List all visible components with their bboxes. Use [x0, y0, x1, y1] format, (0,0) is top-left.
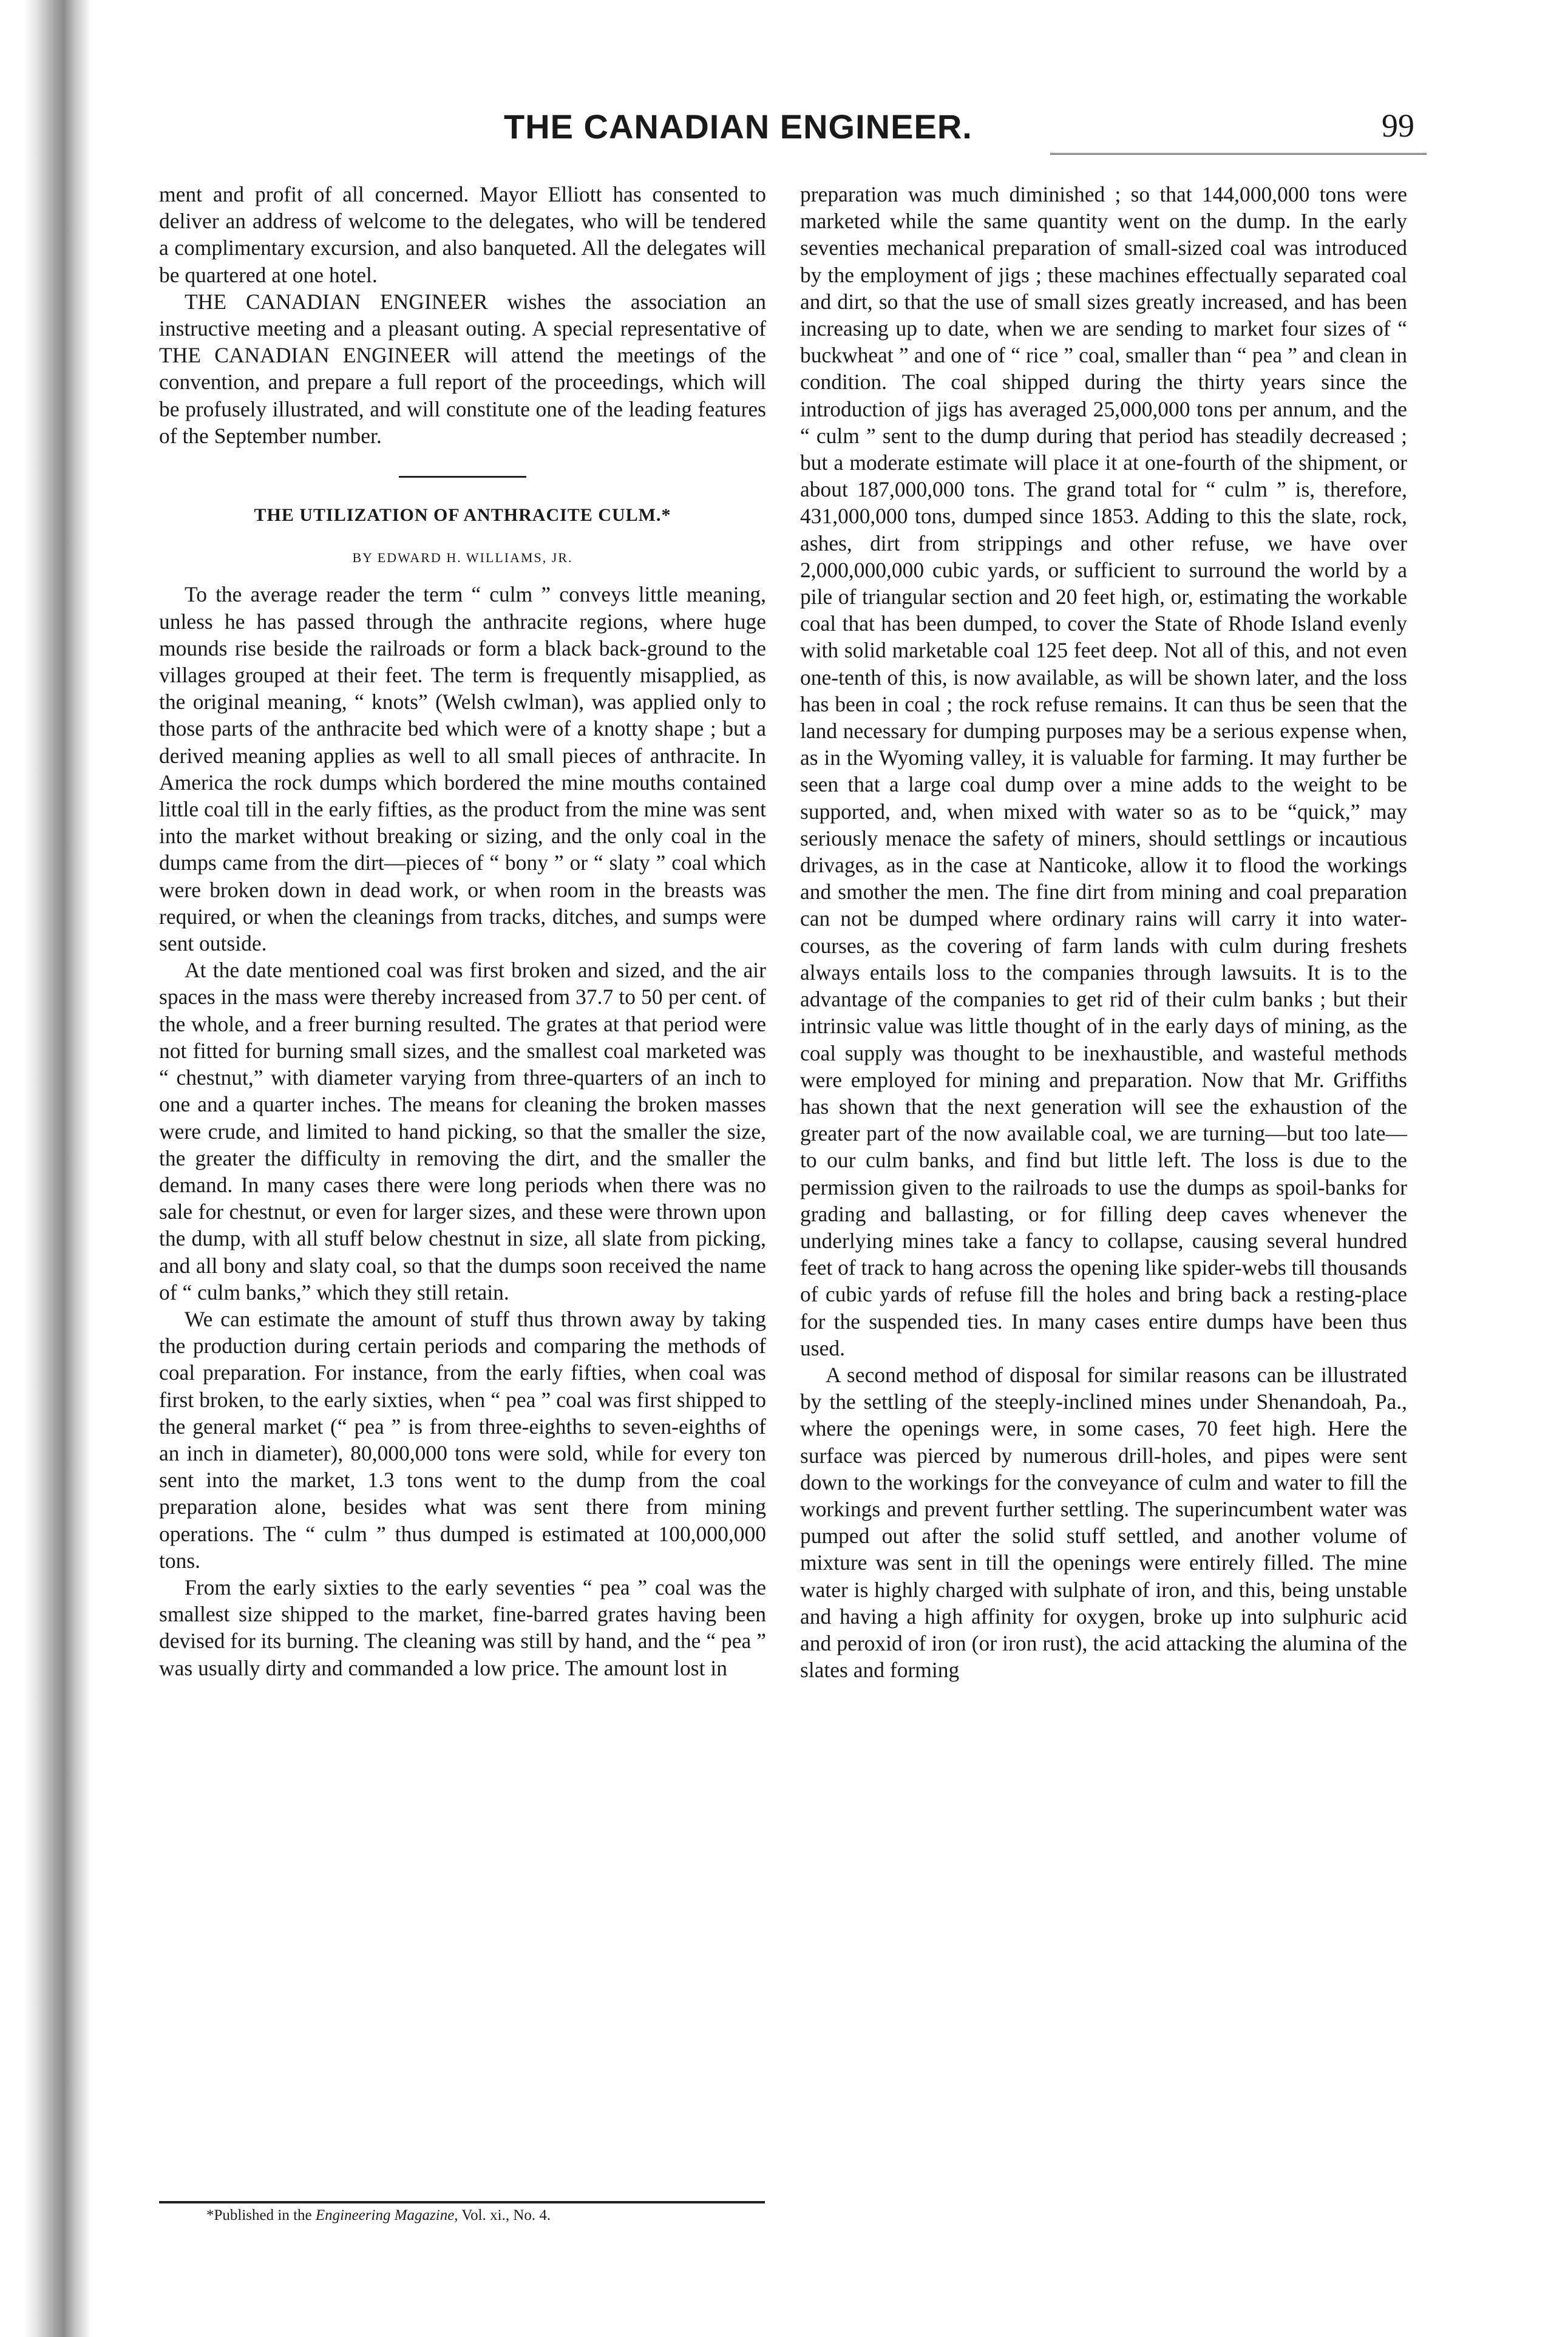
article-byline: BY EDWARD H. WILLIAMS, JR.	[352, 550, 573, 566]
footnote-suffix: , Vol. xi., No. 4.	[454, 2207, 551, 2223]
article-paragraph: We can estimate the amount of stuff thus thrown away by taking the production during certain periods and comparing the methods of coal preparation. For instance, from the early fifties, when coal was first broken, to the early sixties, when “ pea ” coal was first shipped to the general market (“ pea ” is from three-eighths to seven-eighths of an inch in diameter), 80,000,000 tons were sold, while for every ton sent into the market, 1.3 tons went to the dump from the coal preparation alone, besides what was sent there from mining operations. The “ culm ” thus dumped is estimated at 100,000,000 tons.	[159, 1306, 766, 1573]
page-header	[152, 107, 1433, 149]
intro-paragraph: ment and profit of all concerned. Mayor Elliott has consented to deliver an address of welcome to the delegates, who will be tendered a complimentary excursion, and also banqueted. All the delegates will be quartered at one hotel.	[159, 182, 766, 287]
right-column	[800, 181, 1407, 1683]
footnote-prefix: *Published in the	[206, 2207, 316, 2223]
left-column	[159, 181, 766, 1681]
footnote	[206, 2207, 551, 2224]
article-paragraph: To the average reader the term “ culm ” conveys little meaning, unless he has passed through the anthracite regions, where huge mounds rise beside the railroads or form a black back-ground to the villages grouped at their feet. The term is frequently misapplied, as the original meaning, “ knots” (Welsh cwlman), was applied only to those parts of the anthracite bed which were of a knotty shape ; but a derived meaning applies as well to all small pieces of anthracite. In America the rock dumps which bordered the mine mouths contained little coal till in the early fifties, as the product from the mine was sent into the market without breaking or sizing, and the only coal in the dumps came from the dirt—pieces of “ bony ” or “ slaty ” coal which were broken down in dead work, or when room in the breasts was required, or when the cleanings from tracks, ditches, and sumps were sent outside.	[159, 582, 766, 956]
footnote-rule	[159, 2201, 765, 2203]
intro-paragraph: THE CANADIAN ENGINEER wishes the association an instructive meeting and a pleasant outing. A special representative of THE CANADIAN ENGINEER will attend the meetings of the convention, and prepare a full report of the proceedings, which will be profusely illustrated, and will constitute one of the leading features of the September number.	[159, 289, 766, 448]
scan-binding-shadow	[0, 0, 91, 2337]
article-title: THE UTILIZATION OF ANTHRACITE CULM.*	[254, 505, 671, 526]
article-paragraph: A second method of disposal for similar reasons can be illustrated by the settling of the steeply-inclined mines under Shenandoah, Pa., where the openings were, in some cases, 70 feet high. Here the surface was pierced by numerous drill-holes, and pipes were sent down to the workings for the conveyance of culm and water to fill the workings and prevent further settling. The superincumbent water was pumped out after the solid stuff settled, and another volume of mixture was sent in till the openings were entirely filled. The mine water is highly charged with sulphate of iron, and this, being unstable and having a high affinity for oxygen, broke up into sulphuric acid and peroxid of iron (or iron rust), the acid attacking the alumina of the slates and forming	[800, 1362, 1407, 1683]
article-paragraph: At the date mentioned coal was first broken and sized, and the air spaces in the mass were thereby increased from 37.7 to 50 per cent. of the whole, and a freer burning resulted. The grates at that period were not fitted for burning small sizes, and the smallest coal marketed was “ chestnut,” with diameter varying from three-quarters of an inch to one and a quarter inches. The means for cleaning the broken masses were crude, and limited to hand picking, so that the smaller the size, the greater the difficulty in removing the dirt, and the smaller the demand. In many cases there were long periods when there was no sale for chestnut, or even for larger sizes, and these were thrown upon the dump, with all stuff below chestnut in size, all slate from picking, and all bony and slaty coal, so that the dumps soon received the name of “ culm banks,” which they still retain.	[159, 958, 766, 1304]
article-paragraph: preparation was much diminished ; so that 144,000,000 tons were marketed while the same quantity went on the dump. In the early seventies mechanical preparation of small-sized coal was introduced by the employment of jigs ; these machines effectually separated coal and dirt, so that the use of small sizes greatly increased, and has been increasing up to date, when we are sending to market four sizes of “ buckwheat ” and one of “ rice ” coal, smaller than “ pea ” and clean in condition. The coal shipped during the thirty years since the introduction of jigs has averaged 25,000,000 tons per annum, and the “ culm ” sent to the dump during that period has steadily decreased ; but a moderate estimate will place it at one-fourth of the shipment, or about 187,000,000 tons. The grand total for “ culm ” is, therefore, 431,000,000 tons, dumped since 1853. Adding to this the slate, rock, ashes, dirt from strippings and other refuse, we have over 2,000,000,000 cubic yards, or sufficient to surround the world by a pile of triangular section and 20 feet high, or, estimating the workable coal that has been dumped, to cover the State of Rhode Island evenly with solid marketable coal 125 feet deep. Not all of this, and not even one-tenth of this, is now available, as will be shown later, and the loss has been in coal ; the rock refuse remains. It can thus be seen that the land necessary for dumping purposes may be a serious expense when, as in the Wyoming valley, it is valuable for farming. It may further be seen that a large coal dump over a mine adds to the weight to be supported, and, when mixed with water so as to be “quick,” may seriously menace the safety of miners, should settlings or incautious drivages, as in the case at Nanticoke, allow it to flood the workings and smother the men. The fine dirt from mining and coal preparation can not be dumped where ordinary rains will carry it into water-courses, as the covering of farm lands with culm during freshets always entails loss to the companies through lawsuits. It is to the advantage of the companies to get rid of their culm banks ; but their intrinsic value was little thought of in the early days of mining, as the coal supply was thought to be inexhaustible, and wasteful methods were employed for mining and preparation. Now that Mr. Griffiths has shown that the next generation will see the exhaustion of the greater part of the now available coal, we are turning—but too late—to our culm banks, and find but little left. The loss is due to the permission given to the railroads to use the dumps as spoil-banks for grading and ballasting, or for filling deep caves whenever the underlying mines take a fancy to collapse, causing several hundred feet of track to hang across the opening like spider-webs till thousands of cubic yards of refuse fill the holes and bring back a resting-place for the suspended ties. In many cases entire dumps have been thus used.	[800, 182, 1407, 1360]
footnote-magazine: Engineering Magazine	[315, 2207, 455, 2223]
section-divider	[399, 476, 526, 478]
article-paragraph: From the early sixties to the early seventies “ pea ” coal was the smallest size shipped to the market, fine-barred grates having been devised for its burning. The cleaning was still by hand, and the “ pea ” was usually dirty and commanded a low price. The amount lost in	[159, 1575, 766, 1680]
page-number: 99	[1382, 107, 1414, 144]
header-rule	[1050, 153, 1427, 155]
journal-title: THE CANADIAN ENGINEER.	[504, 107, 972, 146]
